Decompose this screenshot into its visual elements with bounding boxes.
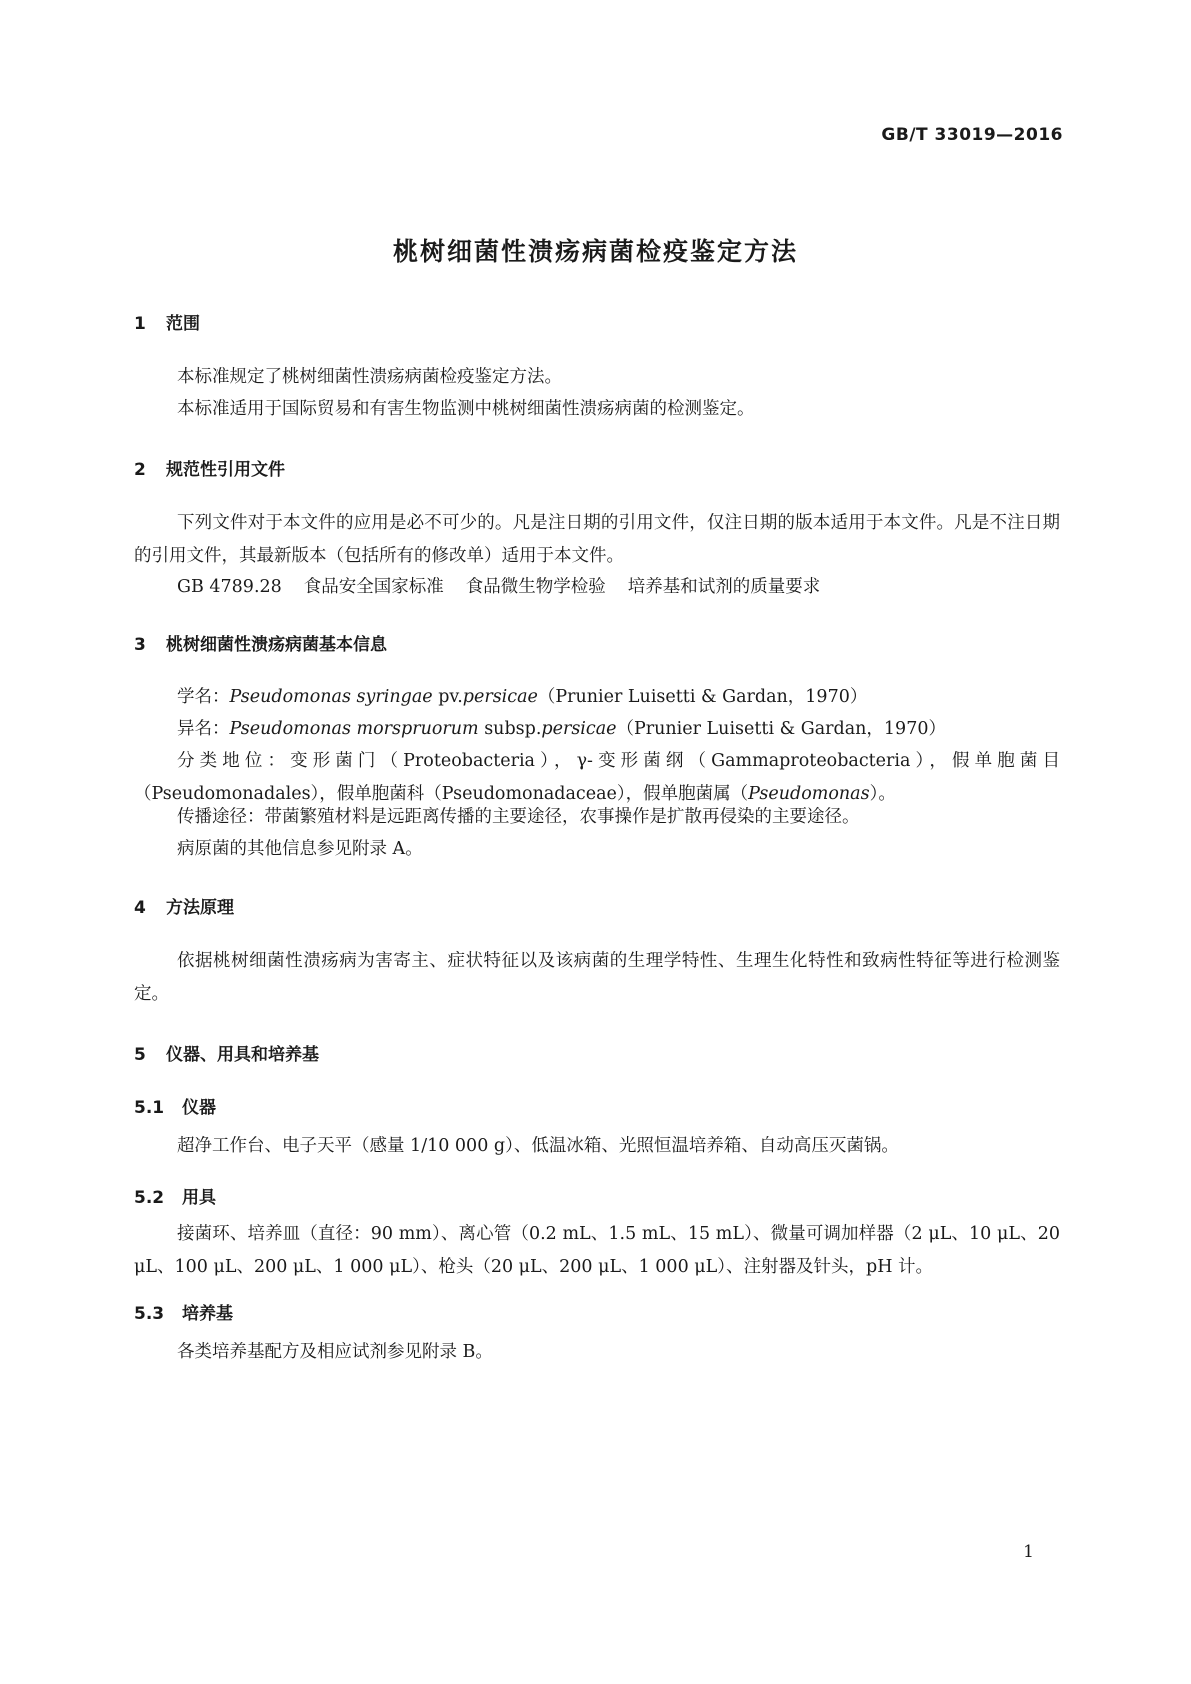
section-number: 4 — [134, 898, 146, 918]
section-title: 范围 — [166, 314, 200, 334]
section-5-1-heading — [134, 1093, 216, 1118]
paragraph: 本标准适用于国际贸易和有害生物监测中桃树细菌性溃疡病菌的检测鉴定。 — [177, 399, 755, 419]
subsection-number: 5.2 — [134, 1188, 165, 1208]
species-name: Pseudomonas morspruorum — [229, 719, 479, 739]
label: 异名： — [177, 719, 230, 739]
paragraph: 病原菌的其他信息参见附录 A。 — [177, 839, 423, 859]
section-title: 桃树细菌性溃疡病菌基本信息 — [166, 635, 387, 655]
paragraph: 各类培养基配方及相应试剂参见附录 B。 — [177, 1342, 493, 1362]
subspecies-marker: subsp. — [478, 719, 542, 739]
paragraph: 传播途径：带菌繁殖材料是远距离传播的主要途径，农事操作是扩散再侵染的主要途径。 — [177, 807, 860, 827]
subsection-title: 仪器 — [182, 1098, 216, 1118]
taxonomy-end: ）。 — [869, 784, 896, 804]
document-title: 桃树细菌性溃疡病菌检疫鉴定方法 — [392, 237, 798, 266]
paragraph: 下列文件对于本文件的应用是必不可少的。凡是注日期的引用文件，仅注日期的版本适用于本文件。凡是不注日期的引用文件，其最新版本（包括所有的修改单）适用于本文件。 — [134, 513, 1060, 566]
section-5-3-heading — [134, 1299, 233, 1324]
section-title: 方法原理 — [166, 898, 234, 918]
standard-id: GB/T 33019—2016 — [881, 125, 1063, 145]
reference-code: GB 4789.28 — [177, 577, 282, 597]
reference-title-part: 食品微生物学检验 — [465, 577, 606, 597]
paragraph: 本标准规定了桃树细菌性溃疡病菌检疫鉴定方法。 — [177, 367, 562, 387]
section-2-heading — [134, 455, 285, 480]
paragraph: 依据桃树细菌性溃疡病为害寄主、症状特征以及该病菌的生理学特性、生理生化特性和致病性特征等进行检测鉴定。 — [134, 951, 1060, 1004]
section-number: 2 — [134, 460, 146, 480]
synonym — [177, 713, 946, 746]
subspecies-epithet: persicae — [541, 719, 617, 739]
section-number: 3 — [134, 635, 146, 655]
section-4-heading — [134, 893, 234, 918]
subsection-title: 培养基 — [182, 1304, 233, 1324]
page-number: 1 — [1023, 1542, 1034, 1562]
pathovar-marker: pv. — [432, 687, 463, 707]
section-3-heading — [134, 630, 387, 655]
subsection-number: 5.1 — [134, 1098, 165, 1118]
scientific-name — [177, 681, 867, 714]
authority: （Prunier Luisetti & Gardan，1970） — [537, 687, 868, 707]
section-5-heading — [134, 1040, 319, 1065]
reference-title-part: 食品安全国家标准 — [303, 577, 444, 597]
paragraph: 接菌环、培养皿（直径：90 mm）、离心管（0.2 mL、1.5 mL、15 mL）、微量可调加样器（2 μL、10 μL、20 μL、100 μL、200 μL、1 000 μL）、枪头（20 μL、200 μL、1 000 μL）、注射器及针头，pH 计。 — [134, 1224, 1060, 1277]
paragraph: 超净工作台、电子天平（感量 1/10 000 g）、低温冰箱、光照恒温培养箱、自动高压灭菌锅。 — [177, 1136, 899, 1156]
section-title: 仪器、用具和培养基 — [166, 1045, 319, 1065]
species-name: Pseudomonas syringae — [229, 687, 433, 707]
authority: （Prunier Luisetti & Gardan，1970） — [616, 719, 946, 739]
subsection-number: 5.3 — [134, 1304, 165, 1324]
pathovar-epithet: persicae — [462, 687, 538, 707]
label: 学名： — [177, 687, 230, 707]
section-5-2-heading — [134, 1183, 216, 1208]
taxonomy-text: 分类地位：变形菌门（Proteobacteria），γ-变形菌纲（Gammaproteobacteria），假单胞菌目（Pseudomonadales），假单胞菌科（Pseudomonadaceae），假单胞菌属（ — [134, 751, 1060, 804]
reference-title-part: 培养基和试剂的质量要求 — [627, 577, 821, 597]
section-number: 5 — [134, 1045, 146, 1065]
genus-name: Pseudomonas — [748, 784, 870, 804]
normative-reference — [177, 571, 820, 604]
subsection-title: 用具 — [182, 1188, 216, 1208]
section-title: 规范性引用文件 — [166, 460, 285, 480]
section-1-heading — [134, 309, 200, 334]
section-number: 1 — [134, 314, 146, 334]
